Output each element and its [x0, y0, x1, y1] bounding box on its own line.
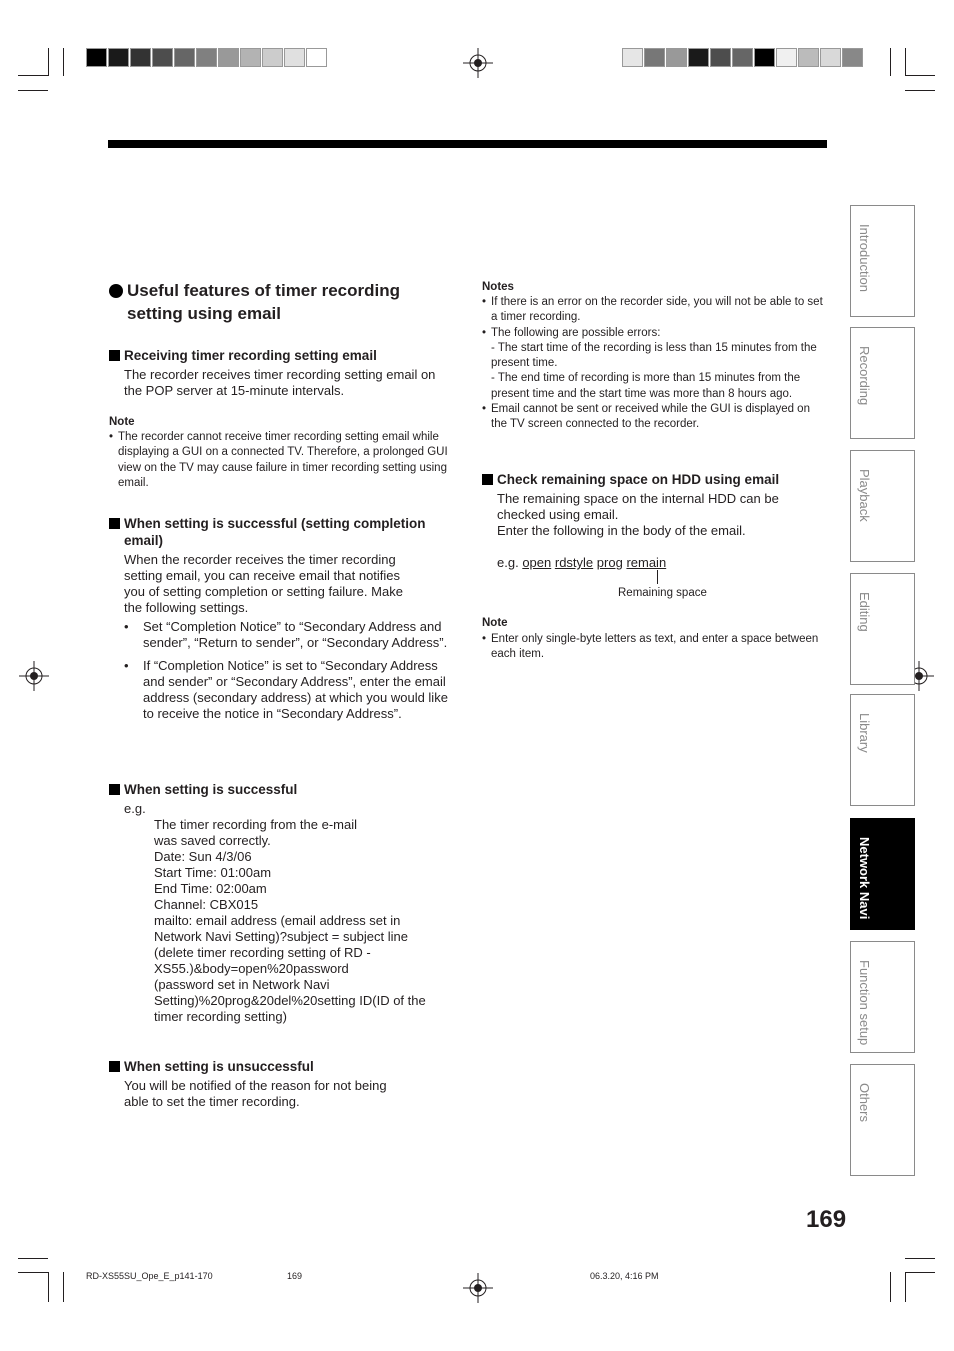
tab-recording[interactable]	[850, 327, 915, 439]
crop-mark	[48, 1272, 49, 1302]
crop-mark	[905, 48, 906, 76]
eg-label: e.g.	[124, 801, 146, 816]
square-bullet-icon	[109, 1061, 120, 1072]
heading-successful: When setting is successful	[109, 781, 454, 798]
check-space-text: The remaining space on the internal HDD can be checked using email. Enter the following in the body of the email.	[497, 491, 779, 538]
color-swatch	[754, 48, 775, 67]
note-item: • Email cannot be sent or received while the GUI is displayed on the TV screen connected to the recorder.	[482, 402, 827, 433]
command-prog: prog	[596, 555, 623, 570]
crop-mark	[18, 1272, 48, 1273]
color-swatch	[218, 48, 239, 67]
crop-mark	[18, 90, 48, 91]
page-number: 169	[806, 1206, 847, 1233]
color-swatch	[644, 48, 665, 67]
example-line: XS55.)&body=open%20password	[154, 961, 349, 976]
color-swatch	[152, 48, 173, 67]
example-line: The timer recording from the e-mail	[154, 817, 358, 832]
example-line: Setting)%20prog&20del%20setting ID(ID of the	[154, 993, 426, 1008]
example-line: Channel: CBX015	[154, 897, 259, 912]
command-rdstyle: rdstyle	[554, 555, 594, 570]
tab-editing[interactable]	[850, 573, 915, 685]
unsuccessful-text: You will be notified of the reason for not being able to set the timer recording.	[124, 1078, 387, 1109]
crop-mark	[18, 1258, 48, 1259]
crop-mark	[905, 1272, 906, 1302]
square-bullet-icon	[109, 350, 120, 361]
example-line: was saved correctly.	[154, 833, 271, 848]
crop-mark	[890, 48, 891, 76]
color-swatch	[776, 48, 797, 67]
list-item: • Set “Completion Notice” to “Secondary Address and sender”, “Return to sender”, or “Secondary Address”.	[124, 619, 454, 651]
tab-label: Network Navi	[857, 837, 872, 920]
crop-mark	[18, 75, 48, 76]
example-line: timer recording setting)	[154, 1009, 287, 1024]
color-swatch	[732, 48, 753, 67]
square-bullet-icon	[109, 784, 120, 795]
tab-function-setup[interactable]	[850, 941, 915, 1053]
command-open: open	[522, 555, 552, 570]
section-title: Useful features of timer recording setting using email	[109, 279, 439, 325]
success-completion-text: When the recorder receives the timer recording setting email, you can receive email that notifies you of setting completion or setting failure. Make the following settings.	[124, 552, 403, 615]
crop-mark	[890, 1272, 891, 1302]
color-swatch	[240, 48, 261, 67]
example-line: End Time: 02:00am	[154, 881, 267, 896]
color-swatch	[284, 48, 305, 67]
example-line: Date: Sun 4/3/06	[154, 849, 252, 864]
color-swatch	[130, 48, 151, 67]
example-line: (delete timer recording setting of RD -	[154, 945, 371, 960]
color-swatch	[820, 48, 841, 67]
note-list	[482, 632, 822, 663]
color-swatch	[196, 48, 217, 67]
crop-mark	[63, 1272, 64, 1302]
callout-line	[657, 570, 658, 584]
note-label: Note	[109, 416, 135, 428]
square-bullet-icon	[482, 474, 493, 485]
color-swatch	[710, 48, 731, 67]
color-bar-right	[622, 48, 864, 68]
notes-list	[482, 295, 827, 433]
color-swatch	[108, 48, 129, 67]
tab-playback[interactable]	[850, 450, 915, 562]
note-list	[109, 430, 449, 491]
tab-network-navi[interactable]	[850, 818, 915, 930]
note-label: Note	[482, 617, 508, 629]
note-item: • Enter only single-byte letters as text, and enter a space between each item.	[482, 632, 822, 663]
check-example: e.g. open rdstyle prog remain	[497, 555, 667, 570]
example-line: Start Time: 01:00am	[154, 865, 272, 880]
tab-introduction[interactable]	[850, 205, 915, 317]
note-item: • The following are possible errors: - The start time of the recording is less than 15 minutes from the present time. - The end time of recording is more than 15 minutes from the present time and the start time was more than 8 hours ago.	[482, 326, 827, 402]
tab-library[interactable]	[850, 694, 915, 806]
heading-unsuccessful: When setting is unsuccessful	[109, 1058, 454, 1075]
tab-label: Playback	[857, 469, 872, 522]
color-swatch	[174, 48, 195, 67]
crop-mark	[48, 48, 49, 76]
receiving-text: The recorder receives timer recording setting email on the POP server at 15-minute intervals.	[124, 367, 436, 398]
notes-label: Notes	[482, 281, 514, 293]
example-line: (password set in Network Navi	[154, 977, 330, 992]
crop-mark	[905, 90, 935, 91]
color-swatch	[688, 48, 709, 67]
tab-label: Library	[857, 713, 872, 753]
color-swatch	[622, 48, 643, 67]
heading-receiving: Receiving timer recording setting email	[109, 347, 454, 364]
example-line: Network Navi Setting)?subject = subject line	[154, 929, 408, 944]
callout-label: Remaining space	[618, 587, 707, 599]
heading-success-completion: When setting is successful (setting completion email)	[109, 515, 454, 549]
note-item: • The recorder cannot receive timer recording setting email while displaying a GUI on a connected TV. Therefore, a prolonged GUI view on the TV may cause failure in timer recording setting using email.	[109, 430, 449, 491]
registration-mark-icon	[463, 1273, 493, 1303]
color-swatch	[86, 48, 107, 67]
example-email-text	[154, 817, 454, 1025]
crop-mark	[63, 48, 64, 76]
crop-mark	[905, 1272, 935, 1273]
footer-date: 06.3.20, 4:16 PM	[590, 1271, 659, 1281]
color-swatch	[306, 48, 327, 67]
completion-settings-list	[124, 619, 454, 722]
tab-label: Recording	[857, 346, 872, 406]
color-swatch	[798, 48, 819, 67]
square-bullet-icon	[109, 518, 120, 529]
heading-check-space: Check remaining space on HDD using email	[482, 471, 827, 488]
footer-page: 169	[287, 1271, 303, 1281]
bullet-circle-icon	[109, 284, 123, 298]
note-item: • If there is an error on the recorder side, you will not be able to set a timer recording.	[482, 295, 827, 326]
list-item: • If “Completion Notice” is set to “Secondary Address and sender” or “Secondary Address”, enter the email address (secondary address) at which you would like to receive the notice in “Secondary Address”.	[124, 658, 454, 722]
tab-label: Editing	[857, 592, 872, 632]
command-remain: remain	[626, 555, 667, 570]
registration-mark-icon	[463, 48, 493, 78]
color-swatch	[666, 48, 687, 67]
header-rule	[108, 140, 827, 148]
crop-mark	[905, 75, 935, 76]
registration-mark-icon	[19, 661, 49, 691]
color-swatch	[262, 48, 283, 67]
tab-label: Introduction	[857, 224, 872, 292]
color-swatch	[842, 48, 863, 67]
crop-mark	[905, 1258, 935, 1259]
example-line: mailto: email address (email address set in	[154, 913, 401, 928]
tab-others[interactable]	[850, 1064, 915, 1176]
color-bar-left	[86, 48, 328, 68]
tab-label: Function setup	[857, 960, 872, 1046]
tab-label: Others	[857, 1083, 872, 1123]
footer-file: RD-XS55SU_Ope_E_p141-170	[86, 1271, 213, 1281]
